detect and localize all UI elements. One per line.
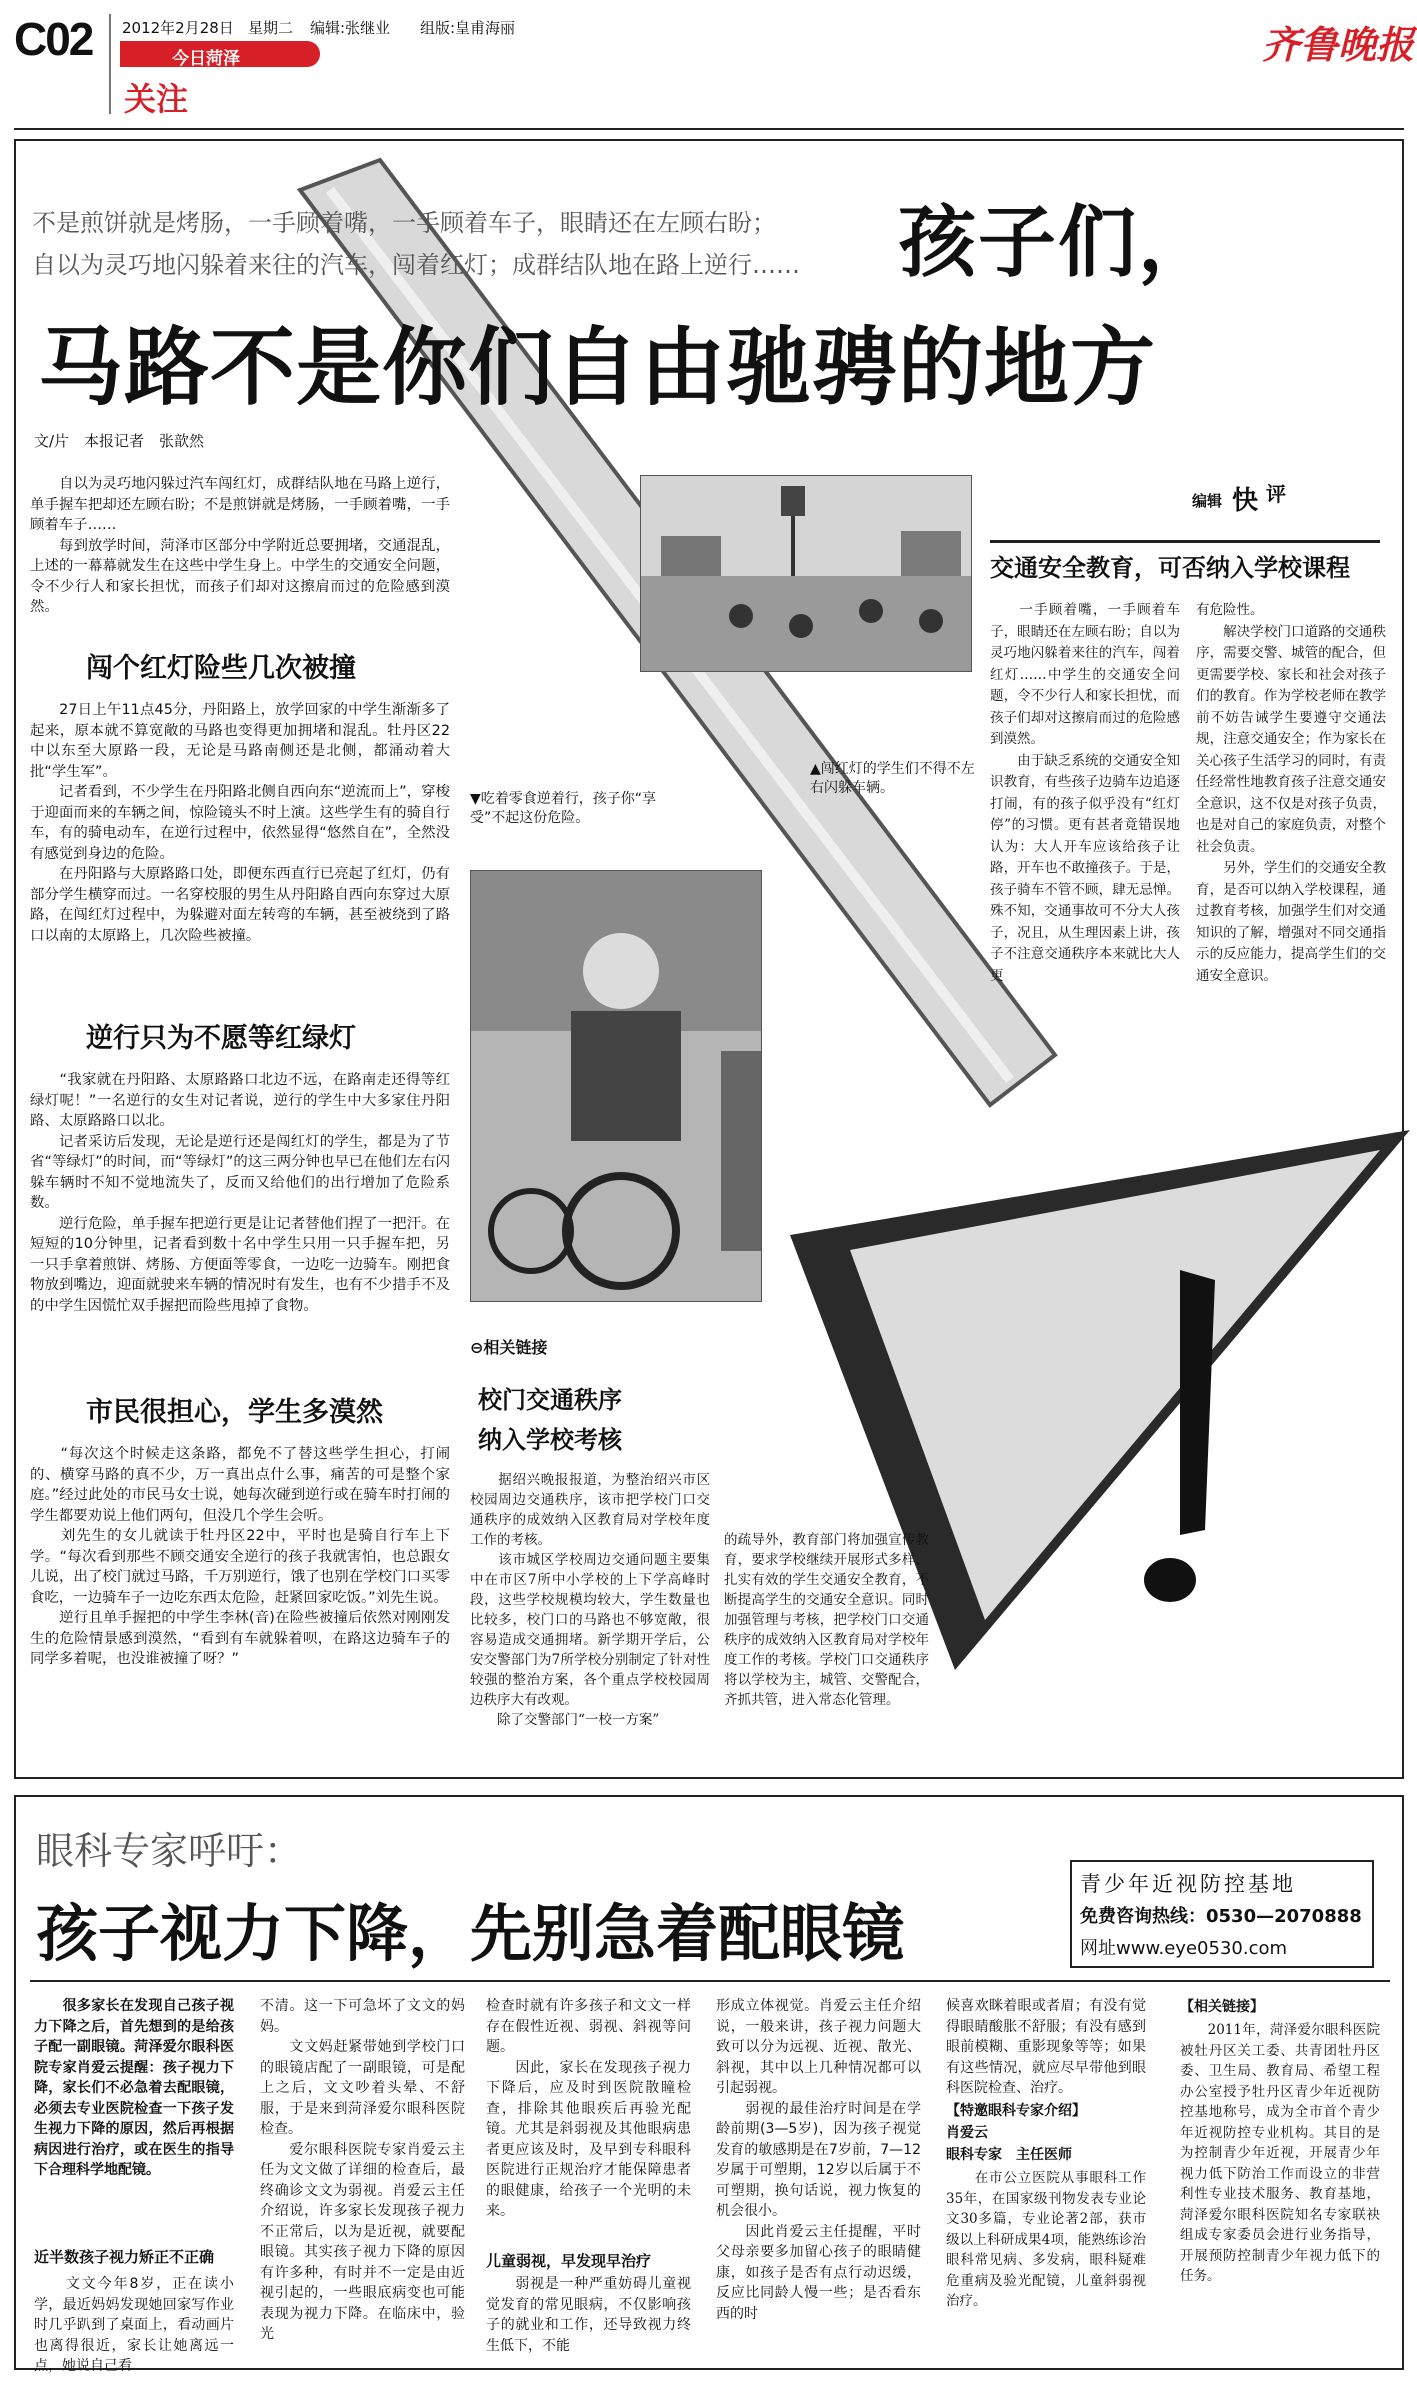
header-date: 2012年2月28日 — [122, 19, 234, 37]
photo-1-caption: ▲闯红灯的学生们不得不左右闪躲车辆。 — [810, 761, 975, 796]
exclamation-bar — [1180, 1270, 1215, 1535]
eye-col5-text: 候喜欢眯着眼或者眉；有没有觉得眼睛酸胀不舒服；有没有感到眼前模糊、重影现象等等；如果有这些情况，就应尽早带他到眼科医院检查、治疗。 — [946, 1998, 1146, 2096]
eye-ad-line-2: 免费咨询热线：0530—2070888 — [1080, 1906, 1362, 1927]
header-weekday: 星期二 — [248, 19, 294, 37]
exclamation-dot — [1144, 1558, 1196, 1602]
eye-col6-text: 2011年，菏泽爱尔眼科医院被牡丹区关工委、共青团牡丹区委、卫生局、教育局、希望工程办公室授予牡丹区青少年近视防控基地称号，成为全市首个青少年近视防控专业机构。其目的是为控制青少年近视，开展青少年视力低下防治工作而设立的非营利性专业技术服务、教育基地，菏泽爱尔眼科医院知名专家联袂组成专家委员会进行业务指导，开展预防控制青少年视力低下的任务。 — [1180, 2022, 1380, 2284]
eye-col5-label: 【特邀眼科专家介绍】 — [946, 2103, 1086, 2119]
story-col1-section-3: “每次这个时候走这条路，都免不了替这些学生担心，打闹的、横穿马路的真不少，万一真出点什么事，痛苦的可是整个家庭。”经过此处的市民马女士说，她每次碰到逆行或在骑车时打闹的学生都要劝说上他们两句，但没几个学生会听。 刘先生的女儿就读于牡丹区22中，平时也是骑自行车上下学。“每次看到那些不顾交通安全逆行的孩子我就害怕，也总跟女儿说，出了校门就过马路，千万别逆行，饿了也别在学校门口买零食吃，一边骑车子一边吃东西太危险，赶紧回家吃饭。”刘先生说。 逆行且单手握把的中学生李林(音)在险些被撞后依然对刚刚发生的危险情景感到漠然，“看到有车就躲着呗，在路这边骑车子的同学多着呢，也没谁被撞了呀？” — [30, 1446, 450, 1667]
eye-col4-text: 形成立体视觉。肖爱云主任介绍说，一般来讲，孩子视力问题大致可以分为远视、近视、散光、斜视，其中以上几种情况都可以引起弱视。 弱视的最佳治疗时间是在学龄前期(3—5岁)，因为孩子视觉发育的敏感期是在7岁前，7—12岁属于可塑期，12岁以后属于不可塑期，换句话说，视力恢复的机会很小。 因此肖爱云主任提醒，平时父母亲要多加留心孩子的眼睛健康，如孩子是否有点行动迟缓，反应比同龄人慢一些；是否看东西的时 — [716, 1998, 921, 2322]
story-title-line-2: 马路不是你们自由驰骋的地方 — [38, 319, 1157, 418]
newspaper-masthead: 齐鲁晚报 — [1262, 22, 1415, 67]
eye-title: 孩子视力下降，先别急着配眼镜 — [36, 1897, 905, 1970]
related-link-label-text: 相关链接 — [483, 1338, 548, 1357]
story-byline: 文/片 本报记者 张歆然 — [34, 432, 205, 450]
related-link-label: ⊖相关链接 — [470, 1338, 548, 1357]
story-lede-line-1: 不是煎饼就是烤肠，一手顾着嘴，一手顾着车子，眼睛还在左顾右盼； — [32, 209, 776, 237]
eye-title-rule — [30, 1980, 1390, 1982]
commentary-title-rule — [990, 540, 1380, 543]
related-title-line-2: 纳入学校考核 — [478, 1426, 622, 1454]
editor-label-2: 快 — [1232, 486, 1259, 516]
story-lede-line-2: 自以为灵巧地闪躲着来往的汽车，闯着红灯；成群结队地在路上逆行…… — [32, 251, 800, 279]
commentary-text-col-2: 有危险性。 解决学校门口道路的交通秩序，需要交警、城管的配合，但更需要学校、家长和社会对孩子们的教育。作为学校老师在教学前不妨告诫学生要遵守交通法规，注意交通安全；作为家长在关心孩子生活学习的同时，有责任经常性地教育孩子注意交通安全意识，这不仅是对孩子负责，也是对自己的家庭负责，对整个社会负责。 另外，学生们的交通安全教育，是否可以纳入学校课程，通过教育考核，加强学生们对交通知识的了解，增强对不同交通指示的反应能力，提高学生们的交通安全意识。 — [1196, 602, 1386, 984]
page-number: C02 — [14, 13, 93, 65]
story-col1-section-2: “我家就在丹阳路、太原路路口北边不远，在路南走还得等红绿灯呢！”一名逆行的女生对记者说，逆行的学生中大多家住丹阳路、太原路路口以北。 记者采访后发现，无论是逆行还是闯红灯的学生，都是为了节省“等绿灯”的时间，而“等绿灯”的这三两分钟也早已在他们左右闪躲车辆时不知不觉地流失了，反而又给他们的出行增加了危险系数。 逆行危险，单手握车把逆行更是让记者替他们捏了一把汗。在短短的10分钟里，记者看到数十名中学生只用一只手握车把，另一只手拿着煎饼、烤肠、方便面等零食，一边吃一边骑车。刚把食物放到嘴边，迎面就驶来车辆的情况时有发生，也有不少措手不及的中学生因慌忙双手握把而险些甩掉了食物。 — [30, 1072, 450, 1314]
commentary-text-col-1: 一手顾着嘴，一手顾着车子，眼睛还在左顾右盼；自以为灵巧地闪躲着来往的汽车，闯着红灯……中学生的交通安全问题，令不少行人和家长担忧，而孩子们却对这擦肩而过的危险感到漠然。 由于缺乏系统的交通安全知识教育，有些孩子边骑车边追逐打闹，有的孩子似乎没有“红灯停”的习惯。更有甚者竟错误地认为：大人开车应该给孩子让路，开车也不敢撞孩子。于是，孩子骑车不管不顾，肆无忌惮。殊不知，交通事故可不分大人孩子，况且，从生理因素上讲，孩子不注意交通秩序本来就比大人更 — [990, 602, 1180, 984]
eye-col5-text-2: 在市公立医院从事眼科工作35年，在国家级刊物发表专业论文30多篇，专业论著2部，获市级以上科研成果4项，能熟练诊治眼科常见病、多发病，眼科疑难危重病及验光配镜，儿童斜弱视治疗。 — [946, 2170, 1146, 2309]
eye-ad-box — [1070, 1860, 1374, 1968]
editor-label-1: 编辑 — [1192, 492, 1223, 510]
story-title-line-1: 孩子们， — [898, 198, 1219, 288]
eye-col3-text-2: 弱视是一种严重妨碍儿童视觉发育的常见眼病，不仅影响孩子的就业和工作，还导致视力终生低下，不能 — [486, 2276, 691, 2354]
eye-col1-subhead: 近半数孩子视力矫正不正确 — [34, 2248, 215, 2266]
eye-ad-line-3: 网址www.eye0530.com — [1080, 1938, 1288, 1959]
eye-col2-text: 不清。这一下可急坏了文文的妈妈。 文文妈赶紧带她到学校门口的眼镜店配了一副眼镜，可是配上之后，文文吵着头晕、不舒服，于是来到菏泽爱尔眼科医院检查。 爱尔眼科医院专家肖爱云主任为文文做了详细的检查后，最终确诊文文为弱视。肖爱云主任介绍说，许多家长发现孩子视力不正常后，以为是近视，就要配眼镜。其实孩子视力下降的原因有许多种，有时并不一定是由近视引起的，一些眼底病变也可能表现为视力下降。在临床中，验光 — [260, 1998, 465, 2342]
section-tab-label: 今日菏泽 — [172, 49, 240, 69]
eye-col5-title: 眼科专家 主任医师 — [946, 2147, 1072, 2163]
section-tab — [120, 41, 320, 67]
photo-boy-eating-on-bike — [470, 870, 762, 1302]
photo-2-caption: ▼吃着零食逆着行，孩子你“享受”不起这份危险。 — [470, 791, 657, 826]
header-layout: 组版:皇甫海丽 — [420, 19, 516, 37]
eye-col3-text: 检查时就有许多孩子和文文一样存在假性近视、弱视、斜视等问题。 因此，家长在发现孩子视力下降后，应及时到医院散瞳检查，排除其他眼疾后再验光配镜。尤其是斜弱视及其他眼病患者更应该及时，及早到专科眼科医院进行正规治疗才能保障患者的眼健康，给孩子一个光明的未来。 — [486, 1998, 691, 2219]
related-title-line-1: 校门交通秩序 — [478, 1386, 622, 1414]
photo-students-red-light — [640, 475, 972, 672]
story-subhead-3: 市民很担心，学生多漠然 — [86, 1397, 383, 1428]
eye-col6-label: 【相关链接】 — [1180, 1999, 1264, 2015]
related-text-col-1: 据绍兴晚报报道，为整治绍兴市区校园周边交通秩序，该市把学校门口交通秩序的成效纳入区教育局对学校年度工作的考核。 该市城区学校周边交通问题主要集中在市区7所中小学校的上下学高峰时段，这些学校规模均较大，学生数量也比较多，校门口的马路也不够宽敞，很容易造成交通拥堵。新学期开学后，公安交警部门为7所学校分别制定了针对性较强的整治方案，各个重点学校校园周边秩序大有改观。 除了交警部门“一校一方案” — [470, 1472, 710, 1728]
header-divider-vertical — [109, 14, 111, 114]
eye-kicker: 眼科专家呼吁： — [36, 1829, 303, 1873]
commentary-title: 交通安全教育，可否纳入学校课程 — [990, 554, 1350, 582]
story-col1-section-1: 27日上午11点45分，丹阳路上，放学回家的中学生渐渐多了起来，原本就不算宽敞的马路也变得更加拥堵和混乱。牡丹区22中以东至大原路一段，无论是马路南侧还是北侧，都涌动着大批“学生军”。 记者看到，不少学生在丹阳路北侧自西向东“逆流而上”，穿梭于迎面而来的车辆之间，惊险镜头不时上演。这些学生有的骑自行车，有的骑电动车，在逆行过程中，依然显得“悠然自在”，全然没有感觉到身边的危险。 在丹阳路与大原路路口处，即便东西直行已亮起了红灯，仍有部分学生横穿而过。一名穿校服的男生从丹阳路自西向东穿过大原路，在闯红灯过程中，为躲避对面左转弯的车辆，甚至被绕到了路口以南的太原路上，几次险些被撞。 — [30, 702, 450, 944]
eye-col5-name: 肖爱云 — [946, 2125, 988, 2141]
section-title: 关注 — [124, 80, 189, 118]
page-header — [0, 0, 1417, 140]
photo-students-red-light-image — [641, 476, 971, 671]
header-editor: 编辑:张继业 — [310, 19, 391, 37]
editor-quick-comment-badge — [1180, 476, 1370, 516]
eye-col1-text: 文文今年8岁，正在读小学，最近妈妈发现她回家写作业时几乎趴到了桌面上，看动画片也离得很近，家长让她离远一点，她说自己看 — [34, 2276, 234, 2374]
story-subhead-1: 闯个红灯险些几次被撞 — [86, 653, 356, 684]
story-col1-intro: 自以为灵巧地闪躲过汽车闯红灯，成群结队地在马路上逆行，单手握车把却还左顾右盼；不是煎饼就是烤肠，一手顾着嘴，一手顾着车子…… 每到放学时间，菏泽市区部分中学附近总要拥堵，交通混乱，上述的一幕幕就发生在这些中学生身上。中学生的交通安全问题，令不少行人和家长担忧，而孩子们却对这擦肩而过的危险感到漠然。 — [30, 476, 450, 615]
eye-col3-subhead: 儿童弱视，早发现早治疗 — [486, 2252, 652, 2270]
related-text-col-2: 的疏导外，教育部门将加强宣传教育，要求学校继续开展形式多样、扎实有效的学生交通安全教育，不断提高学生的交通安全意识。同时加强管理与考核，把学校门口交通秩序的成效纳入区教育局对学校年度工作的考核。学校门口交通秩序将以学校为主，城管、交警配合，齐抓共管，进入常态化管理。 — [724, 1532, 929, 1708]
editor-label-3: 评 — [1266, 482, 1286, 506]
story-subhead-2: 逆行只为不愿等红绿灯 — [86, 1023, 356, 1054]
eye-ad-line-1: 青少年近视防控基地 — [1080, 1872, 1296, 1896]
photo-boy-eating-on-bike-image — [471, 871, 761, 1301]
eye-col1-lead: 很多家长在发现自己孩子视力下降之后，首先想到的是给孩子配一副眼镜。菏泽爱尔眼科医院专家肖爱云提醒：孩子视力下降，家长们不必急着去配眼镜，必须去专业医院检查一下孩子发生视力下降的原因，然后再根据病因进行治疗，或在医生的指导下合理科学地配镜。 — [34, 1998, 234, 2178]
